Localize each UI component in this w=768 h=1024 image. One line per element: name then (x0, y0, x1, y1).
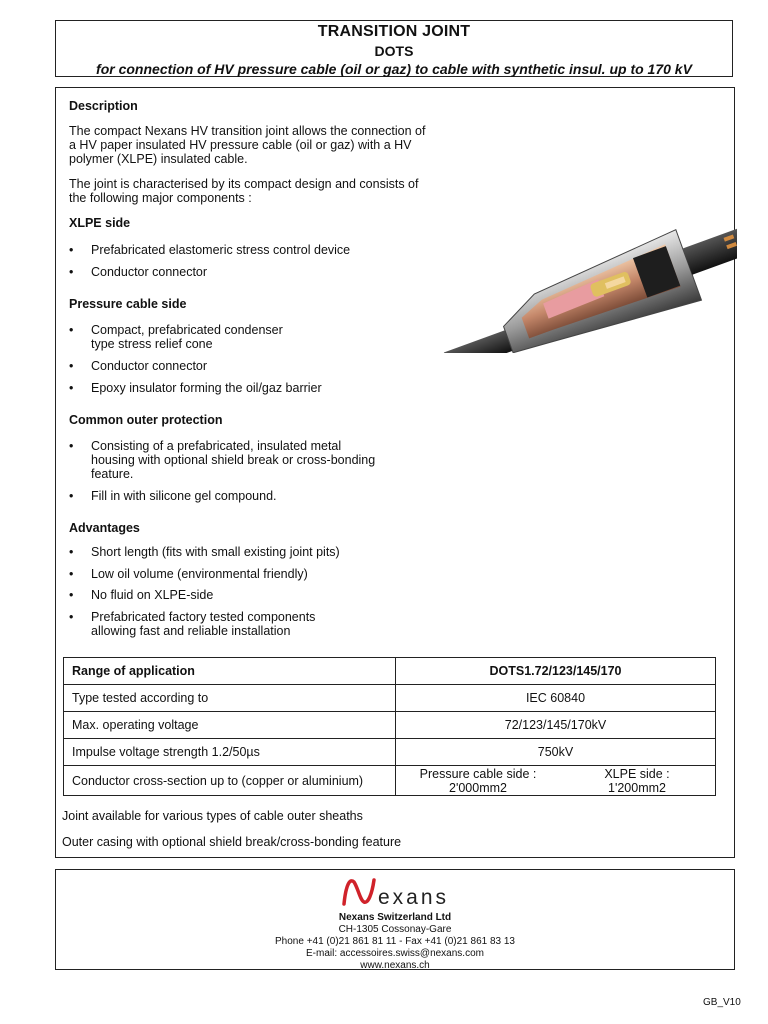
xlpe-side-value: XLPE side : 1'200mm2 (604, 766, 670, 795)
table-cell: IEC 60840 (396, 685, 716, 712)
table-cell: Impulse voltage strength 1.2/50µs (64, 739, 396, 766)
table-cell: 750kV (396, 739, 716, 766)
table-header-cell: DOTS1.72/123/145/170 (396, 658, 716, 685)
table-row (64, 766, 716, 796)
company-name: Nexans Switzerland Ltd (338, 912, 452, 923)
table-cell: 72/123/145/170kV (396, 712, 716, 739)
pressure-side-value: Pressure cable side : 2'000mm2 (419, 766, 537, 795)
table-cell: Conductor cross-section up to (copper or aluminium) (64, 766, 396, 796)
advantages-heading: Advantages (69, 521, 140, 535)
nexans-logo-text: exans (378, 886, 450, 909)
outer-protection-heading: Common outer protection (69, 413, 223, 427)
table-cell (396, 766, 716, 796)
table-header-row (64, 658, 716, 685)
document-version: GB_V10 (703, 997, 741, 1008)
table-row (64, 739, 716, 766)
note-outer-casing: Outer casing with optional shield break/cross-bonding feature (62, 835, 402, 849)
xlpe-heading: XLPE side (69, 216, 131, 230)
header-box (55, 20, 733, 77)
transition-joint-image (437, 203, 737, 353)
document-subtitle: for connection of HV pressure cable (oil or gaz) to cable with synthetic insul. up to 170 kV (96, 61, 692, 77)
content-box: Description The compact Nexans HV transition joint allows the connection of a HV paper insulated HV pressure cable (oil or gaz) with a HV polymer (XLPE) insulated cable. The joint is characterised by its compact design and consists of the following major components : XLPE side • Prefabricated elastomeric stress control device • Conductor connector Pressure cable side • Compact, prefabricated condenser type stress relief cone • Conductor connector • Epoxy insulator forming the oil/gaz barrier Common outer protection • Consisting of a prefabricated, insulated metal housing with optional shield break or cross-bonding feature. • Fill in with silicone gel compound. Advantages • Short length (fits with small existing joint pits) • Low oil volume (environmental friendly) • No fluid on XLPE-side • Prefabricated factory tested components allowing fast and reliable installation Range of application DOTS1.72/123/145/170 Type tested according to IEC 60840 Max. operating voltage 72/123/145/170kV Impulse voltage strength 1.2/50µs 750kV Conductor cross-section up to (copper or aluminium) Pressure cable side : 2'000mm2 XLPE side : 1'200mm2 Joint available for various types of cable outer sheaths Outer casing with optional shield break/cross-bonding feature (55, 87, 735, 858)
product-name: DOTS (374, 43, 414, 59)
table-row (64, 712, 716, 739)
company-email[interactable]: E-mail: accessoires.swiss@nexans.com (306, 948, 484, 959)
document-title: TRANSITION JOINT (317, 23, 471, 40)
company-website[interactable]: www.nexans.ch (360, 960, 430, 971)
table-cell: Max. operating voltage (64, 712, 396, 739)
nexans-logo-icon (340, 874, 380, 910)
description-para-2: The joint is characterised by its compact design and consists of the following major components : (69, 177, 419, 205)
footer-box (55, 869, 735, 970)
company-address: CH-1305 Cossonay-Gare (338, 924, 452, 935)
table-row (64, 685, 716, 712)
range-of-application-table (63, 657, 716, 796)
table-cell: Type tested according to (64, 685, 396, 712)
table-header-cell: Range of application (64, 658, 396, 685)
nexans-logo (56, 874, 734, 912)
company-phone: Phone +41 (0)21 861 81 11 - Fax +41 (0)21 861 83 13 (275, 936, 515, 947)
pressure-heading: Pressure cable side (69, 297, 187, 311)
description-para-1: The compact Nexans HV transition joint allows the connection of a HV paper insulated HV pressure cable (oil or gaz) with a HV polymer (XLPE) insulated cable. (69, 124, 426, 166)
description-heading: Description (69, 99, 138, 113)
note-outer-sheaths: Joint available for various types of cable outer sheaths (62, 809, 363, 823)
